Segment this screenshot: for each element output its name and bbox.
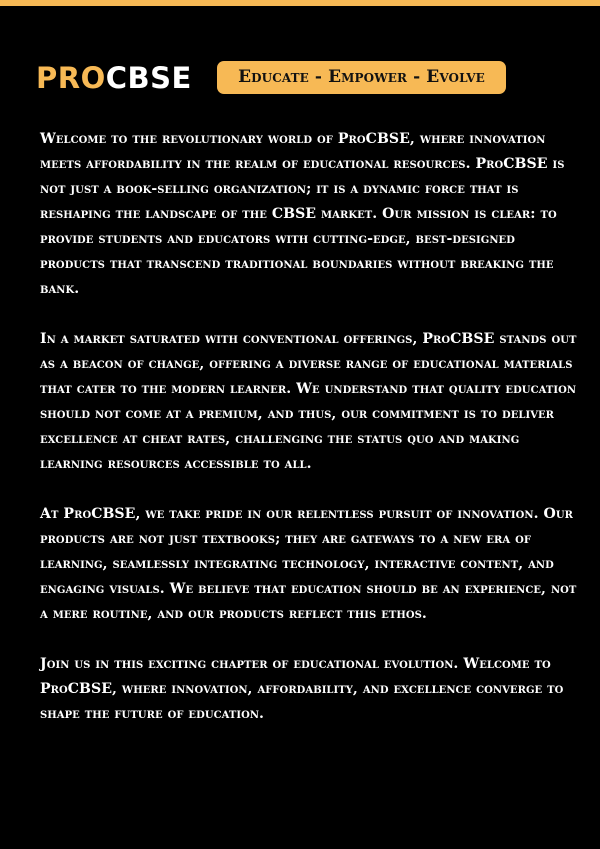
paragraph-join-us: Join us in this exciting chapter of educational evolution. Welcome to ProCBSE, where innovation, affordability, and excellence converge to shape the future of education.: [40, 656, 564, 722]
tagline-badge: Educate - Empower - Evolve: [217, 61, 506, 94]
paragraph-welcome: Welcome to the revolutionary world of ProCBSE, where innovation meets affordability in the realm of educational resources. ProCBSE is not just a book-selling organization; it is a dynamic force that is reshaping the landscape of the CBSE market. Our mission is clear: to provide students and educators with cutting-edge, best-designed products that transcend traditional boundaries without breaking the bank.: [40, 131, 565, 297]
paragraph-market: In a market saturated with conventional offerings, ProCBSE stands out as a beacon of change, offering a diverse range of educational materials that cater to the modern learner. We understand that quality education should not come at a premium, and thus, our commitment is to deliver excellence at cheat rates, challenging the status quo and making learning resources accessible to all.: [40, 331, 577, 472]
logo-pro-text: PRO: [36, 61, 106, 95]
procbse-logo: [36, 60, 192, 96]
body-content: [40, 127, 580, 727]
top-accent-bar: [0, 0, 600, 6]
logo-cbse-text: CBSE: [105, 61, 192, 95]
paragraph-innovation: At ProCBSE, we take pride in our relentless pursuit of innovation. Our products are not just textbooks; they are gateways to a new era of learning, seamlessly integrating technology, interactive content, and engaging visuals. We believe that education should be an experience, not a mere routine, and our products reflect this ethos.: [40, 506, 577, 622]
header: [36, 60, 576, 96]
